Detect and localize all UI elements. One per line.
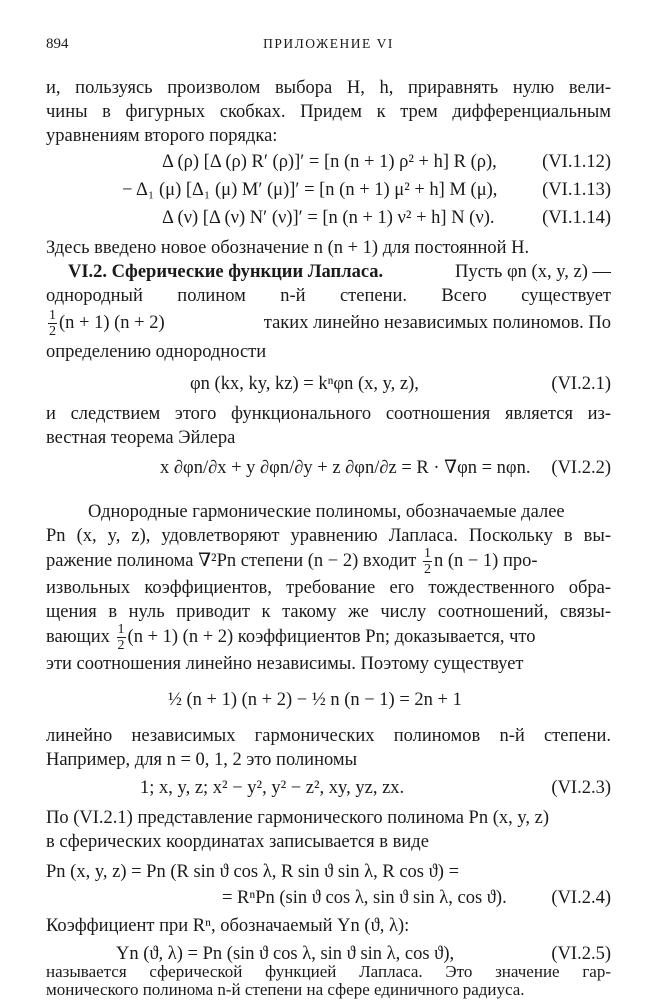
equation-number: (VI.2.2) <box>551 458 611 478</box>
paragraph-text: Пусть φn (x, y, z) — <box>455 262 611 282</box>
equation: = RⁿPn (sin ϑ cos λ, sin ϑ sin λ, cos ϑ). <box>222 888 507 908</box>
paragraph-line: вестная теорема Эйлера <box>46 428 236 448</box>
paragraph-line: и, пользуясь произволом выбора H, h, приравнять нулю вели- <box>46 78 611 98</box>
equation: Pn (x, y, z) = Pn (R sin ϑ cos λ, R sin ϑ sin λ, R cos ϑ) = <box>46 862 459 882</box>
paragraph-line <box>46 306 611 340</box>
paragraph-line: щения в нуль приводит к такому же числу соотношений, связы- <box>46 602 611 622</box>
paragraph-line: Коэффициент при Rⁿ, обозначаемый Yn (ϑ, λ): <box>46 916 410 936</box>
equation-number: (VI.1.12) <box>542 152 611 172</box>
fraction-half: $\frac{1}{2}$ <box>117 622 125 652</box>
paragraph-text: (n + 1) (n + 2) коэффициентов Pn; доказывается, что <box>127 627 536 647</box>
fraction-half: $\frac{1}{2}$ <box>49 308 56 340</box>
equation: Δ (ν) [Δ (ν) N′ (ν)]′ = [n (n + 1) ν² + h] N (ν). <box>162 208 495 228</box>
running-header <box>46 36 611 58</box>
equation-number: (VI.2.1) <box>551 374 611 394</box>
equation: φn (kx, ky, kz) = kⁿφn (x, y, z), <box>190 374 419 394</box>
page-number: 894 <box>46 36 69 52</box>
equation: Δ (ρ) [Δ (ρ) R′ (ρ)]′ = [n (n + 1) ρ² + h] R (ρ), <box>162 152 497 172</box>
paragraph-line: линейно независимых гармонических полиномов n-й степени. <box>46 726 611 746</box>
paragraph-line: называется сферической функцией Лапласа. Это значение гар- <box>46 962 611 981</box>
section-heading-line <box>46 260 611 284</box>
equation-number: (VI.1.14) <box>542 208 611 228</box>
running-title: ПРИЛОЖЕНИЕ VI <box>263 36 394 51</box>
paragraph-line: извольных коэффициентов, требование его тождественного обра- <box>46 578 611 598</box>
paragraph-line: Pn (x, y, z), удовлетворяют уравнению Лапласа. Поскольку в вы- <box>46 526 611 546</box>
equation: x ∂φn/∂x + y ∂φn/∂y + z ∂φn/∂z = R · ∇φn = nφn. <box>160 458 531 478</box>
paragraph-line: эти соотношения линейно независимы. Поэтому существует <box>46 654 524 674</box>
paragraph-text: (n + 1) (n + 2) <box>59 313 165 333</box>
equation-number: (VI.1.13) <box>542 180 611 200</box>
paragraph-text: n (n − 1) про- <box>433 551 538 571</box>
paragraph-line: Здесь введено новое обозначение n (n + 1) для постоянной H. <box>46 238 530 258</box>
paragraph-text: таких линейно независимых полиномов. По <box>263 313 611 333</box>
paragraph-line: однородный полином n-й степени. Всего существует <box>46 286 611 306</box>
paragraph-line: и следствием этого функционального соотношения является из- <box>46 404 611 424</box>
paragraph-line: Однородные гармонические полиномы, обозначаемые далее <box>88 502 565 522</box>
equation-number: (VI.2.5) <box>551 944 611 964</box>
equation: − Δ₁ (μ) [Δ₁ (μ) M′ (μ)]′ = [n (n + 1) μ² + h] M (μ), <box>122 180 498 200</box>
equation: 1; x, y, z; x² − y², y² − z², xy, yz, zx. <box>140 778 405 798</box>
paragraph-line: монического полинома n-й степени на сфере единичного радиуса. <box>46 980 525 999</box>
paragraph-line: определению однородности <box>46 342 267 362</box>
paragraph-line: По (VI.2.1) представление гармонического полинома Pn (x, y, z) <box>46 808 550 828</box>
paragraph-text: вающих <box>46 627 110 647</box>
paragraph-line: уравнениям второго порядка: <box>46 126 278 146</box>
paragraph-line: в сферических координатах записывается в виде <box>46 832 429 852</box>
equation-number: (VI.2.3) <box>551 778 611 798</box>
paragraph-line <box>46 546 611 576</box>
equation: ½ (n + 1) (n + 2) − ½ n (n − 1) = 2n + 1 <box>168 690 462 710</box>
equation: Yn (ϑ, λ) = Pn (sin ϑ cos λ, sin ϑ sin λ, cos ϑ), <box>116 944 455 964</box>
paragraph-line <box>46 622 611 652</box>
paragraph-text: ражение полинома ∇²Pn степени (n − 2) входит <box>46 551 417 571</box>
fraction-half: $\frac{1}{2}$ <box>423 546 431 576</box>
paragraph-line: чины в фигурных скобках. Придем к трем дифференциальным <box>46 102 611 122</box>
section-heading: VI.2. Сферические функции Лапласа. <box>68 262 384 282</box>
equation-number: (VI.2.4) <box>551 888 611 908</box>
paragraph-line: Например, для n = 0, 1, 2 это полиномы <box>46 750 358 770</box>
